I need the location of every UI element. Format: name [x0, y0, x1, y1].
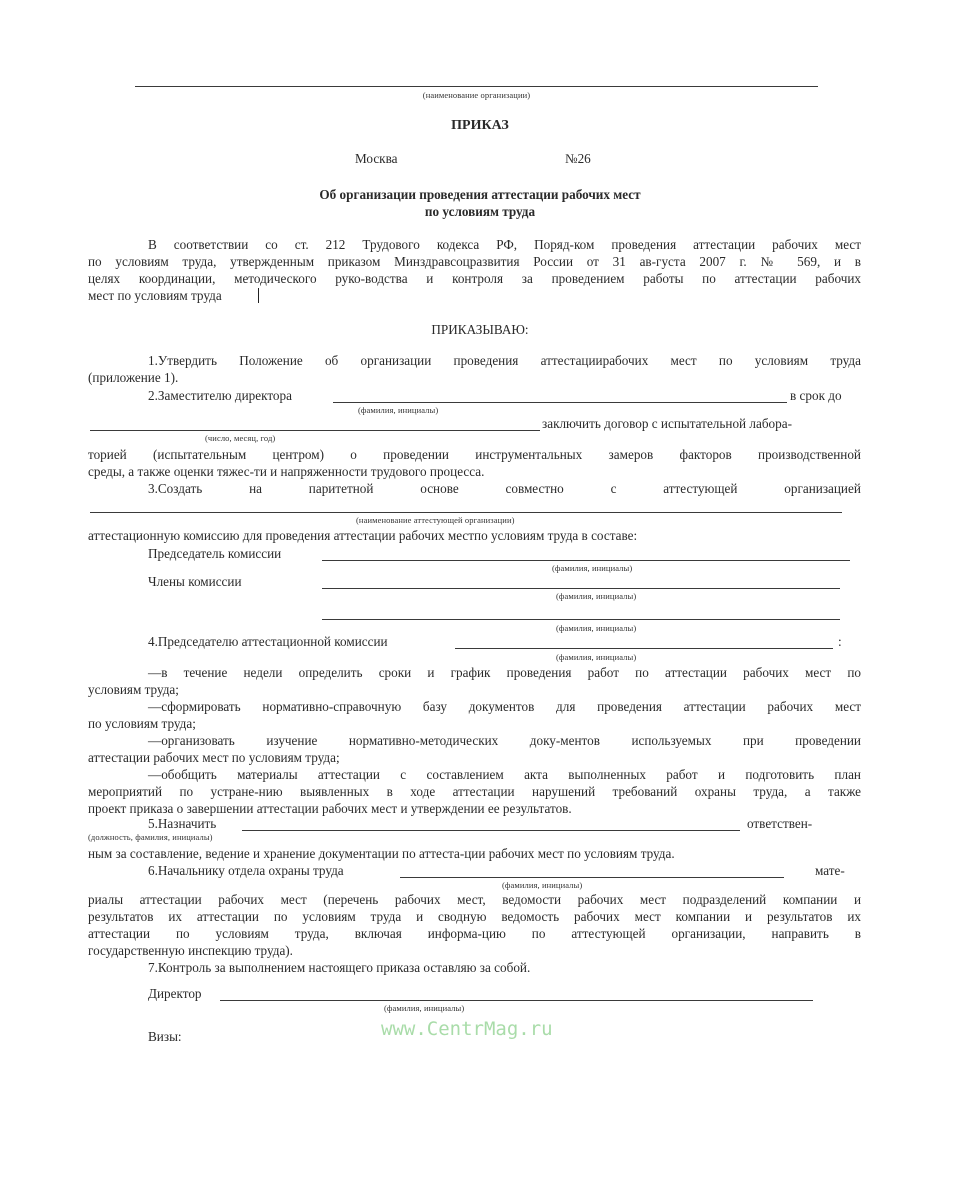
task2-line2: по условиям труда;	[88, 716, 196, 731]
commission-member2-caption: (фамилия, инициалы)	[556, 623, 637, 633]
item2-line3: торией (испытательным центром) о проведении инструментальных замеров факторов производственной	[88, 447, 861, 462]
document-type-heading: ПРИКАЗ	[451, 118, 509, 133]
item1-line1: 1.Утвердить Положение об организации проведения аттестациирабочих мест по условиям труда	[148, 353, 861, 368]
commission-member1-field[interactable]	[322, 588, 840, 589]
item3-word: совместно	[505, 481, 564, 496]
director-signature-field[interactable]	[220, 1000, 813, 1001]
responsible-person-field[interactable]	[242, 830, 740, 831]
task1-line1: —в течение недели определить сроки и график проведения работ по аттестации рабочих мест по	[148, 665, 861, 680]
item6-line5: государственную инспекцию труда).	[88, 943, 293, 958]
item6-after: мате-	[815, 863, 845, 878]
item6-label: 6.Начальнику отдела охраны труда	[148, 863, 344, 878]
certifying-organization-field[interactable]	[90, 512, 842, 513]
commission-members-label: Члены комиссии	[148, 574, 242, 589]
director-label: Директор	[148, 986, 202, 1001]
task4-line2: мероприятий по устране-нию выявленных в ходе аттестации нарушений требований охраны труда, а также	[88, 784, 861, 799]
director-signature-caption: (фамилия, инициалы)	[384, 1003, 465, 1013]
item2-line2-text: заключить договор с испытательной лабора-	[542, 416, 792, 431]
item2-line4: среды, а также оценки тяжес-ти и напряженности трудового процесса.	[88, 464, 485, 479]
text-cursor	[258, 288, 259, 303]
document-title-line1: Об организации проведения аттестации рабочих мест	[319, 187, 641, 202]
preamble-line3: целях координации, методического руко-водства и контроля за проведением работы по аттестации рабочих	[88, 271, 861, 286]
item1-line2: (приложение 1).	[88, 370, 179, 385]
item4-colon: :	[838, 634, 842, 649]
preamble-line2: по условиям труда, утвержденным приказом Минздравсоцразвития России от 31 ав-густа 2007 г. № 569, и в	[88, 254, 861, 269]
task4-line3: проект приказа о завершении аттестации рабочих мест и утверждении ее результатов.	[88, 801, 572, 816]
item3-word: на	[249, 481, 262, 496]
commission-chair-field[interactable]	[322, 560, 850, 561]
organization-name-line	[135, 86, 818, 87]
commission-chair-name-caption: (фамилия, инициалы)	[556, 652, 637, 662]
item7: 7.Контроль за выполнением настоящего приказа оставляю за собой.	[148, 960, 531, 975]
watermark: www.CentrMag.ru	[381, 1018, 553, 1040]
organization-name-caption: (наименование организации)	[422, 90, 531, 100]
item6-line4: аттестации по условиям труда, включая информа-цию по аттестующей организации, направить в	[88, 926, 861, 941]
item6-line3: результатов их аттестации по условиям труда и сводную ведомость рабочих мест компании и результатов их	[88, 909, 861, 924]
commission-member1-caption: (фамилия, инициалы)	[556, 591, 637, 601]
task4-line1: —обобщить материалы аттестации с составлением акта выполненных работ и подготовить план	[148, 767, 861, 782]
task2-line1: —сформировать нормативно-справочную базу документов для проведения аттестации рабочих мест	[148, 699, 861, 714]
task3-line1: —организовать изучение нормативно-методических доку-ментов используемых при проведении	[148, 733, 861, 748]
visa-label: Визы:	[148, 1029, 182, 1044]
task1-line2: условиям труда;	[88, 682, 179, 697]
item3-word: аттестующей	[663, 481, 738, 496]
task3-line2: аттестации рабочих мест по условиям труда;	[88, 750, 340, 765]
item3-word: основе	[420, 481, 459, 496]
safety-head-field[interactable]	[400, 877, 784, 878]
responsible-person-caption: (должность, фамилия, инициалы)	[88, 832, 213, 842]
item3-word: 3.Создать	[148, 481, 203, 496]
item3-word: организацией	[784, 481, 861, 496]
deputy-director-caption: (фамилия, инициалы)	[358, 405, 439, 415]
item3-word: паритетной	[308, 481, 374, 496]
item5-label: 5.Назначить	[148, 816, 217, 831]
item3-word: с	[610, 481, 617, 496]
deadline-date-field[interactable]	[90, 430, 540, 431]
city: Москва	[355, 151, 398, 166]
certifying-organization-caption: (наименование аттестующей организации)	[356, 515, 515, 525]
commission-chair-label: Председатель комиссии	[148, 546, 282, 561]
item2-label: 2.Заместителю директора	[148, 388, 292, 403]
commission-member2-field[interactable]	[322, 619, 840, 620]
document-title-line2: по условиям труда	[424, 204, 536, 219]
item6-line2: риалы аттестации рабочих мест (перечень рабочих мест, ведомости рабочих мест подразделений компании и	[88, 892, 861, 907]
item2-deadline-text: в срок до	[790, 388, 842, 403]
item5-line2: ным за составление, ведение и хранение документации по аттеста-ции рабочих мест по условиям труда.	[88, 846, 675, 861]
order-word-heading: ПРИКАЗЫВАЮ:	[431, 322, 529, 337]
item4-label: 4.Председателю аттестационной комиссии	[148, 634, 388, 649]
deadline-date-caption: (число, месяц, год)	[205, 433, 276, 443]
commission-chair-name-field[interactable]	[455, 648, 833, 649]
commission-chair-caption: (фамилия, инициалы)	[552, 563, 633, 573]
preamble-line4: мест по условиям труда	[88, 288, 222, 303]
item3-line1	[148, 480, 861, 498]
item3-line3: аттестационную комиссию для проведения аттестации рабочих местпо условиям труда в составе:	[88, 528, 638, 543]
deputy-director-field[interactable]	[333, 402, 787, 403]
order-number: №26	[565, 151, 591, 166]
item5-after: ответствен-	[747, 816, 813, 831]
safety-head-caption: (фамилия, инициалы)	[502, 880, 583, 890]
preamble-line1: В соответствии со ст. 212 Трудового кодекса РФ, Поряд-ком проведения аттестации рабочих мест	[148, 237, 861, 252]
